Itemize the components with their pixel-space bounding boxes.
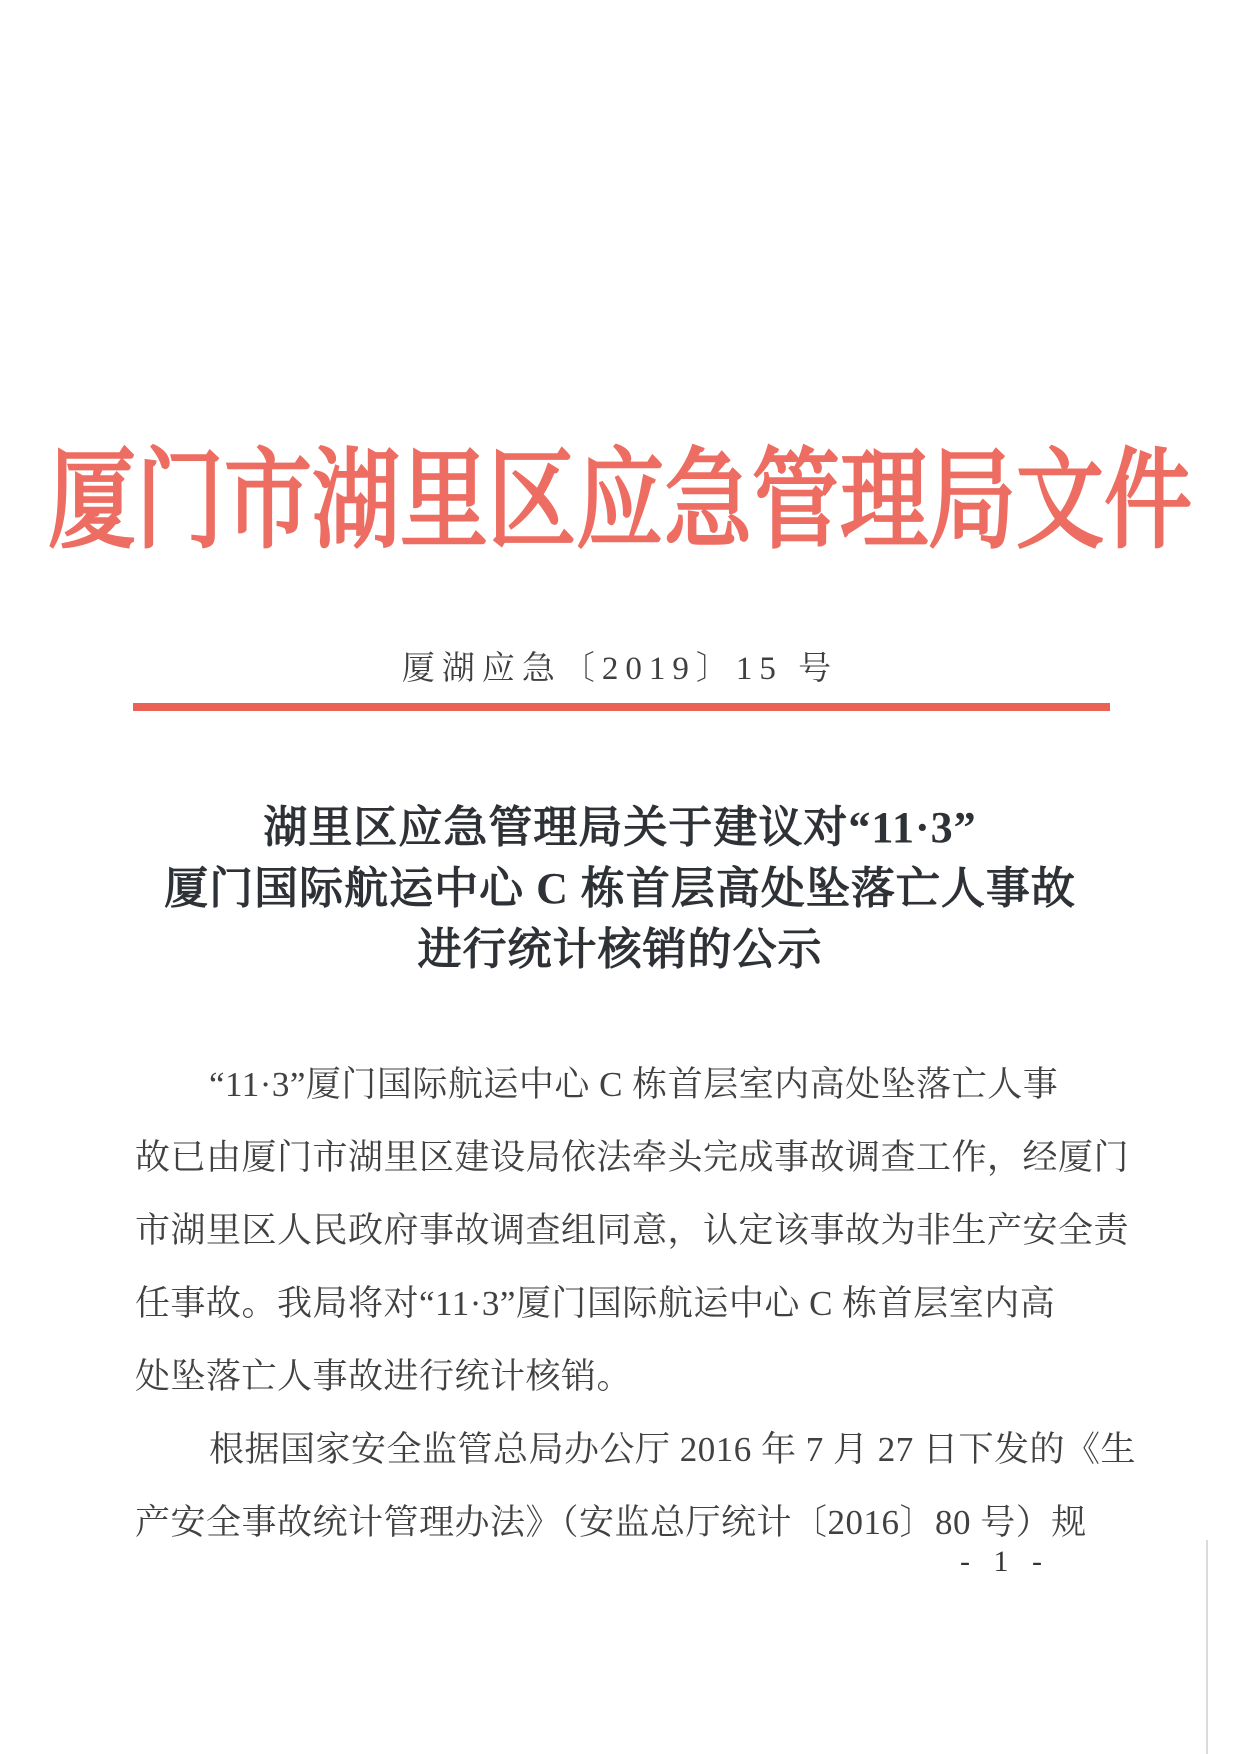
paragraph1-line-1: “11·3”厦门国际航运中心 C 栋首层室内高处坠落亡人事 xyxy=(209,1065,1059,1104)
paragraph1-line-4: 任事故。我局将对“11·3”厦门国际航运中心 C 栋首层室内高 xyxy=(135,1284,1056,1323)
document-title-line-1: 湖里区应急管理局关于建议对“11·3” xyxy=(263,803,977,852)
scan-artifact-line xyxy=(1206,1540,1208,1754)
document-title-line-3: 进行统计核销的公示 xyxy=(417,925,823,974)
agency-header-title: 厦门市湖里区应急管理局文件 xyxy=(47,442,1192,563)
paragraph1-line-5: 处坠落亡人事故进行统计核销。 xyxy=(135,1357,633,1396)
document-number: 厦湖应急〔2019〕15 号 xyxy=(401,651,839,687)
document-title-line-2: 厦门国际航运中心 C 栋首层高处坠落亡人事故 xyxy=(164,864,1076,913)
paragraph1-line-2: 故已由厦门市湖里区建设局依法牵头完成事故调查工作，经厦门 xyxy=(135,1138,1130,1177)
paragraph2-line-2: 产安全事故统计管理办法》（安监总厅统计〔2016〕80 号）规 xyxy=(135,1503,1087,1542)
page-number: - 1 - xyxy=(960,1545,1050,1578)
paragraph2-line-1: 根据国家安全监管总局办公厅 2016 年 7 月 27 日下发的《生 xyxy=(209,1430,1137,1469)
paragraph1-line-3: 市湖里区人民政府事故调查组同意，认定该事故为非生产安全责 xyxy=(135,1211,1130,1250)
document-body xyxy=(135,1048,1137,1559)
red-divider-line xyxy=(133,703,1110,711)
document-title xyxy=(134,797,1106,980)
